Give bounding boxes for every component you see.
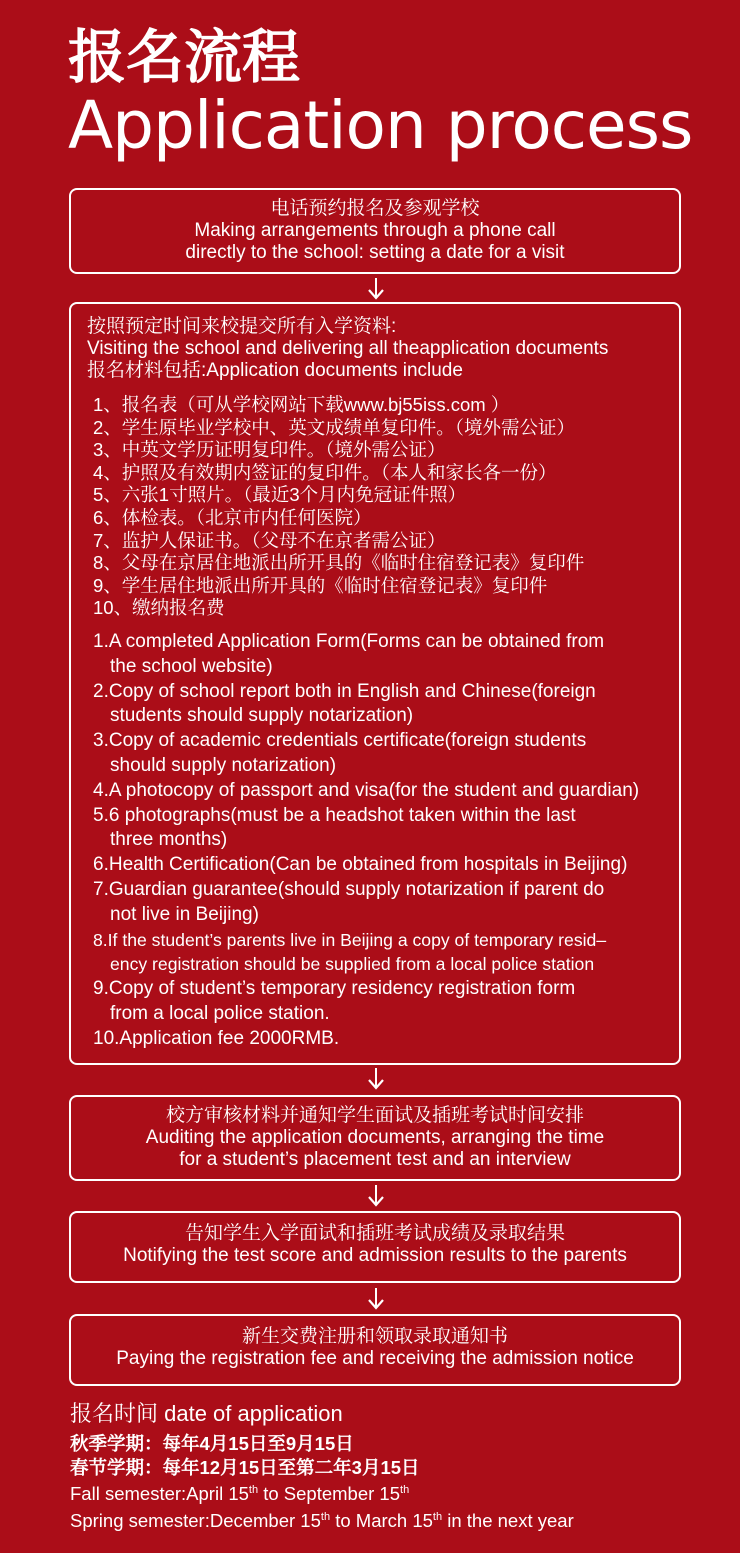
spring-start-text: Spring semester:December 15 (70, 1509, 321, 1531)
list-item (93, 878, 679, 928)
down-arrow-icon (366, 1185, 386, 1207)
step5-text-en: Paying the registration fee and receiving the admission notice (116, 1348, 634, 1369)
spring-tail-text: in the next year (442, 1509, 574, 1531)
list-item-continuation: the school website) (110, 655, 273, 677)
step1-title-cn: 电话预约报名及参观学校 (270, 198, 480, 219)
autumn-semester-cn: 秋季学期：每年4月15日至9月15日 (70, 1433, 354, 1454)
list-item-line: 1.A completed Application Form(Forms can be obtained from (93, 630, 605, 652)
documents-list-cn (87, 394, 679, 620)
list-item (93, 977, 679, 1027)
list-item (93, 928, 679, 978)
list-item-line: 4.A photocopy of passport and visa(for the student and guardian) (93, 779, 640, 801)
list-item: 10、缴纳报名费 (93, 597, 225, 619)
step3-text-en-2: for a student’s placement test and an interview (179, 1149, 571, 1170)
step3-title-cn: 校方审核材料并通知学生面试及插班考试时间安排 (165, 1105, 584, 1126)
list-item: 3、中英文学历证明复印件。（境外需公证） (93, 439, 446, 461)
list-item: 7、监护人保证书。（父母不在京者需公证） (93, 529, 446, 551)
down-arrow-icon (366, 1288, 386, 1310)
list-item: 1、报名表（可从学校网站下载www.bj55iss.com ） (93, 394, 510, 415)
list-item-continuation: not live in Beijing) (110, 903, 259, 925)
ordinal-suffix: th (248, 1484, 259, 1496)
step-box-2 (69, 302, 681, 1065)
list-item-line: 9.Copy of student’s temporary residency registration form (93, 978, 576, 1000)
list-item-continuation: ency registration should be supplied from a local police station (110, 954, 595, 975)
list-item (93, 1027, 679, 1052)
list-item (93, 630, 679, 680)
list-item-continuation: from a local police station. (110, 1002, 330, 1024)
list-item-line: 10.Application fee 2000RMB. (93, 1027, 340, 1049)
list-item: 9、学生居住地派出所开具的《临时住宿登记表》复印件 (93, 574, 548, 596)
list-item (93, 779, 679, 804)
list-item: 2、学生原毕业学校中、英文成绩单复印件。（境外需公证） (93, 416, 576, 438)
list-item-continuation: should supply notarization) (110, 754, 337, 776)
down-arrow-icon (366, 1068, 386, 1090)
step-box-5 (69, 1314, 681, 1386)
list-item: 6、体检表。（北京市内任何医院） (93, 506, 372, 528)
step2-materials-heading: 报名材料包括:Application documents include (87, 360, 463, 381)
step2-intro-en: Visiting the school and delivering all theapplication documents (87, 338, 609, 359)
step1-text-en-2: directly to the school: setting a date for a visit (185, 242, 565, 263)
list-item: 8、父母在京居住地派出所开具的《临时住宿登记表》复印件 (93, 552, 585, 574)
documents-list-en (87, 630, 679, 1052)
list-item (93, 804, 679, 854)
step3-text-en-1: Auditing the application documents, arranging the time (145, 1127, 605, 1148)
spring-end-text: to March 15 (330, 1509, 433, 1531)
page-title-cn: 报名流程 (68, 23, 301, 91)
ordinal-suffix: th (320, 1510, 331, 1523)
fall-start-text: Fall semester:April 15 (70, 1483, 249, 1505)
list-item-continuation: students should supply notarization) (110, 705, 414, 727)
ordinal-suffix: th (400, 1484, 410, 1496)
application-dates-title: 报名时间 date of application (70, 1401, 343, 1426)
step4-title-cn: 告知学生入学面试和插班考试成绩及录取结果 (184, 1223, 565, 1244)
list-item-line: 6.Health Certification(Can be obtained from hospitals in Beijing) (93, 854, 628, 876)
list-item-line: 2.Copy of school report both in English and Chinese(foreign (93, 680, 596, 702)
spring-semester-en (70, 1506, 574, 1533)
spring-semester-cn: 春节学期：每年12月15日至第二年3月15日 (70, 1456, 420, 1478)
list-item-line: 5.6 photographs(must be a headshot taken within the last (93, 804, 576, 826)
list-item: 4、护照及有效期内签证的复印件。（本人和家长各一份） (93, 461, 557, 483)
list-item-line: 3.Copy of academic credentials certificate(foreign students (93, 730, 587, 752)
step-box-1 (69, 188, 681, 274)
list-item (93, 853, 679, 878)
page-title-en: Application process (68, 87, 693, 164)
list-item: 5、六张1寸照片。（最近3个月内免冠证件照） (93, 484, 467, 506)
step5-title-cn: 新生交费注册和领取录取通知书 (241, 1326, 508, 1347)
list-item-continuation: three months) (110, 829, 228, 851)
step2-intro-cn: 按照预定时间来校提交所有入学资料: (87, 316, 397, 337)
fall-semester-en (70, 1479, 574, 1506)
down-arrow-icon (366, 278, 386, 300)
application-dates-section (70, 1400, 574, 1532)
step1-text-en-1: Making arrangements through a phone call (194, 220, 556, 241)
list-item (93, 729, 679, 779)
ordinal-suffix: th (432, 1510, 443, 1523)
list-item (93, 680, 679, 730)
step4-text-en: Notifying the test score and admission results to the parents (123, 1245, 627, 1266)
step-box-4 (69, 1211, 681, 1283)
fall-end-text: to September 15 (258, 1483, 401, 1505)
step-box-3 (69, 1095, 681, 1181)
list-item-line: 7.Guardian guarantee(should supply notarization if parent do (93, 878, 605, 900)
list-item-line: 8.If the student’s parents live in Beijing a copy of temporary resid– (93, 929, 607, 950)
